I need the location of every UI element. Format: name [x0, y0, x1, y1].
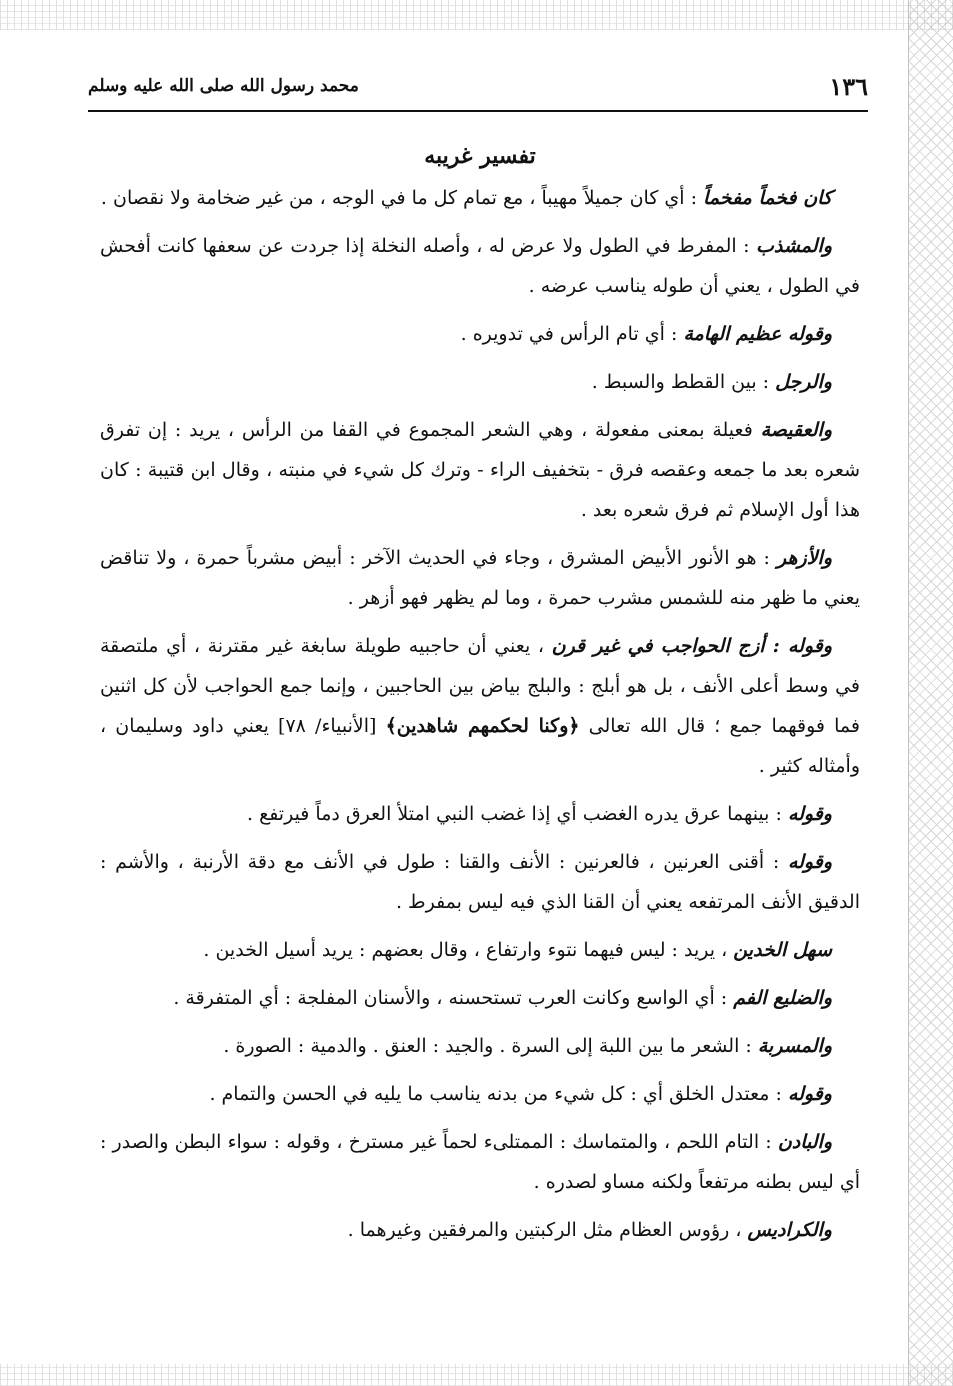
- paragraph-text: : أي الواسع وكانت العرب تستحسنه ، والأسنان المفلجة : أي المتفرقة .: [173, 987, 734, 1009]
- paragraph: [100, 1122, 860, 1202]
- paragraph: [100, 842, 860, 922]
- term: وقوله: [787, 803, 832, 825]
- term: وقوله عظيم الهامة: [683, 323, 832, 345]
- term: وقوله : أزج الحواجب في غير قرن: [551, 635, 832, 657]
- term: والأزهر: [777, 547, 832, 569]
- decorative-border-top: [0, 0, 953, 30]
- paragraph: [100, 1026, 860, 1066]
- paragraph: [100, 362, 860, 402]
- paragraph-text: : أي كان جميلاً مهيباً ، مع تمام كل ما في الوجه ، من غير ضخامة ولا نقصان .: [100, 187, 704, 209]
- term: وقوله: [787, 851, 833, 873]
- term: والضليع الفم: [733, 987, 832, 1009]
- paragraph: [100, 178, 860, 218]
- paragraph: [100, 226, 860, 306]
- paragraph-text: : بين القطط والسبط .: [591, 371, 776, 393]
- term: والعقيصة: [760, 419, 832, 441]
- page-body: [100, 128, 860, 1258]
- paragraph-text: : التام اللحم ، والمتماسك : الممتلىء لحماً غير مسترخ ، وقوله : سواء البطن والصدر : أي ليس بطنه مرتفعاً ولكنه مساو لصدره .: [100, 1131, 860, 1193]
- term: والبادن: [777, 1131, 832, 1153]
- paragraph-text: : المفرط في الطول ولا عرض له ، وأصله النخلة إذا جردت عن سعفها كانت أفحش في الطول ، يعني أن طوله يناسب عرضه .: [100, 235, 860, 297]
- paragraph-text: : أقنى العرنين ، فالعرنين : الأنف والقنا : طول في الأنف مع دقة الأرنبة ، والأشم : الدقيق الأنف المرتفعه يعني أن القنا الذي فيه ليس بمفرط .: [100, 851, 860, 913]
- paragraph-text: [الأنبياء/ ٧٨] يعني داود وسليمان ، وأمثاله كثير .: [100, 715, 860, 777]
- term: والكراديس: [747, 1219, 832, 1241]
- paragraph-text: ، رؤوس العظام مثل الركبتين والمرفقين وغيرهما .: [347, 1219, 748, 1241]
- paragraph: [100, 978, 860, 1018]
- paragraph: [100, 314, 860, 354]
- paragraph-text: : الشعر ما بين اللبة إلى السرة . والجيد : العنق . والدمية : الصورة .: [223, 1035, 758, 1057]
- paragraph: [100, 794, 860, 834]
- paragraph: [100, 626, 860, 786]
- decorative-border-bottom: [0, 1364, 953, 1386]
- term: والمشذب: [755, 235, 832, 257]
- page-header: [88, 72, 868, 104]
- term: والمسربة: [757, 1035, 832, 1057]
- paragraph-text: ، يعني أن حاجبيه طويلة سابغة غير مقترنة ، أي ملتصقة في وسط أعلى الأنف ، بل هو أبلج : والبلج بياض بين الحاجبين ، وإنما جمع الحواجب لأن كل اثنين فما فوقهما جمع ؛ قال الله تعالى: [100, 635, 860, 737]
- term: وقوله: [787, 1083, 832, 1105]
- paragraph: [100, 538, 860, 618]
- page-number: ١٣٦: [829, 72, 868, 101]
- paragraph-text: : أي تام الرأس في تدويره .: [460, 323, 684, 345]
- term: سهل الخدين: [733, 939, 832, 961]
- paragraph-text: ، يريد : ليس فيهما نتوء وارتفاع ، وقال بعضهم : يريد أسيل الخدين .: [203, 939, 734, 961]
- paragraph-text: فعيلة بمعنى مفعولة ، وهي الشعر المجموع في القفا من الرأس ، يريد : إن تفرق شعره بعد ما جمعه وعقصه فرق - بتخفيف الراء - وترك كل شيء في منبته ، وقال ابن قتيبة : كان هذا أول الإسلام ثم فرق شعره بعد .: [100, 419, 860, 521]
- paragraph: [100, 930, 860, 970]
- term: والرجل: [775, 371, 832, 393]
- running-title: محمد رسول الله صلى الله عليه وسلم: [88, 76, 359, 96]
- quran-verse: ﴿وكنا لحكمهم شاهدين﴾: [385, 715, 580, 737]
- section-title: تفسير غريبه: [424, 143, 536, 169]
- term: كان فخماً مفخماً: [703, 187, 832, 209]
- paragraph: [100, 1074, 860, 1114]
- decorative-border-right: [908, 0, 953, 1386]
- paragraph: [100, 410, 860, 530]
- paragraph-text: : هو الأنور الأبيض المشرق ، وجاء في الحديث الآخر : أبيض مشرباً حمرة ، ولا تناقض يعني ما ظهر منه للشمس مشرب حمرة ، وما لم يظهر فهو أزهر .: [100, 547, 860, 609]
- header-rule: [88, 110, 868, 112]
- paragraph-text: : بينهما عرق يدره الغضب أي إذا غضب النبي امتلأ العرق دماً فيرتفع .: [247, 803, 788, 825]
- paragraph: [100, 1210, 860, 1250]
- paragraph-text: : معتدل الخلق أي : كل شيء من بدنه يناسب ما يليه في الحسن والتمام .: [209, 1083, 788, 1105]
